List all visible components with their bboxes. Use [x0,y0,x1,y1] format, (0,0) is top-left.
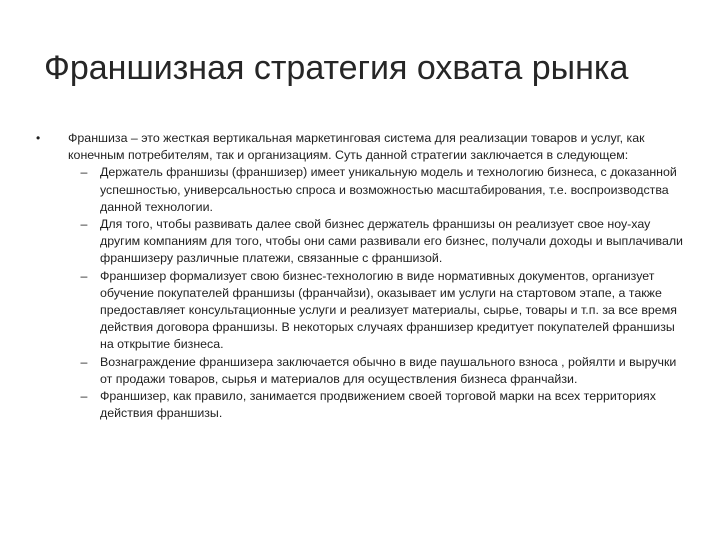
dash-icon: – [80,217,88,232]
list-item-text: Для того, чтобы развивать далее свой бизнес держатель франшизы он реализует свое ноу-хау другим компаниям для того, чтобы они сами развивали его бизнес, получали доходы и выплачивали франшизеру различные платежи, связанные с франшизой. [100,217,683,266]
list-item-text: Держатель франшизы (франшизер) имеет уникальную модель и технологию бизнеса, с доказанной успешностью, универсальностью спроса и возможностью масштабирования, т.е. воспроизводства данной технологии. [100,165,677,214]
slide-title: Франшизная стратегия охвата рынка [44,49,629,87]
list-item [68,268,686,354]
dash-icon: – [80,354,88,369]
dash-icon: – [80,268,88,283]
list-item [68,388,686,422]
dash-icon: – [80,165,88,180]
slide-content [36,130,686,422]
list-item-text: Вознаграждение франшизера заключается обычно в виде паушального взноса , ройялти и выручки от продажи товаров, сырья и материалов для осуществления бизнеса франчайзи. [100,354,677,386]
sub-bullet-list [36,164,686,422]
list-item [68,354,686,388]
main-bullet-text: Франшиза – это жесткая вертикальная маркетинговая система для реализации товаров и услуг, как конечным потребителям, так и организациям. Суть данной стратегии заключается в следующем: [68,131,645,163]
list-item-text: Франшизер формализует свою бизнес-технологию в виде нормативных документов, организует обучение покупателей франшизы (франчайзи), оказывает им услуги на стартовом этапе, а также предоставляет консультационные услуги и реализует материалы, сырье, товары и т.п. за все время действия договора франшизы. В некоторых случаях франшизер кредитует покупателей франшизы на открытие бизнеса. [100,268,677,352]
list-item-text: Франшизер, как правило, занимается продвижением своей торговой марки на всех территориях действия франшизы. [100,389,656,421]
dash-icon: – [80,389,88,404]
list-item [68,216,686,268]
main-bullet [36,130,686,164]
bullet-icon: • [36,131,41,145]
list-item [68,164,686,216]
